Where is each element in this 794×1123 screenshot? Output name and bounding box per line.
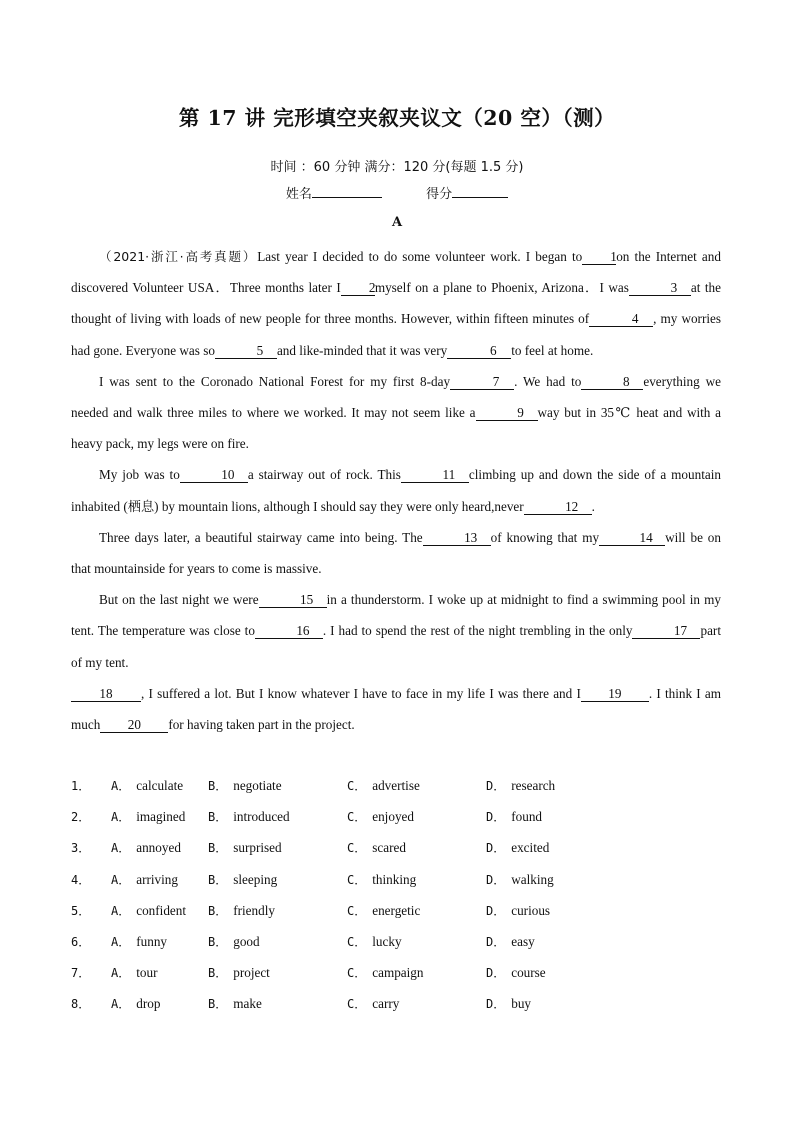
question-row: [71, 957, 731, 988]
option-b[interactable]: B． make: [208, 996, 262, 1012]
blank-5[interactable]: 5: [215, 343, 277, 359]
blank-15[interactable]: 15: [259, 592, 327, 608]
question-number: 4．: [71, 872, 91, 887]
blank-10[interactable]: 10: [180, 467, 248, 483]
option-a[interactable]: A． confident: [111, 902, 187, 918]
question-row: [71, 988, 731, 1019]
option-a[interactable]: A． funny: [111, 934, 168, 950]
option-d[interactable]: D． buy: [486, 996, 532, 1012]
question-number: 1．: [71, 779, 91, 794]
score-label: 得分: [426, 187, 453, 202]
option-c[interactable]: C． enjoyed: [347, 809, 414, 825]
score-field[interactable]: [452, 185, 508, 198]
option-a[interactable]: A． calculate: [111, 778, 184, 794]
option-b[interactable]: B． negotiate: [208, 778, 282, 794]
option-d[interactable]: D． curious: [486, 902, 551, 918]
question-number: 6．: [71, 935, 91, 950]
option-c[interactable]: C． advertise: [347, 778, 420, 794]
question-number: 7．: [71, 966, 91, 981]
blank-18[interactable]: 18: [71, 686, 141, 702]
blank-14[interactable]: 14: [599, 530, 665, 546]
option-d[interactable]: D． research: [486, 778, 556, 794]
question-row: [71, 895, 731, 926]
question-row: [71, 770, 731, 801]
blank-4[interactable]: 4: [589, 311, 653, 327]
answer-options: [71, 770, 731, 1020]
question-number: 8．: [71, 997, 91, 1012]
blank-16[interactable]: 16: [255, 623, 323, 639]
blank-17[interactable]: 17: [632, 623, 700, 639]
blank-3[interactable]: 3: [629, 280, 691, 296]
blank-1[interactable]: 1: [582, 249, 616, 265]
option-d[interactable]: D． course: [486, 965, 546, 981]
blank-19[interactable]: 19: [581, 686, 649, 702]
blank-6[interactable]: 6: [447, 343, 511, 359]
question-number: 3．: [71, 841, 91, 856]
option-a[interactable]: A． tour: [111, 965, 158, 981]
paragraph-2: I was sent to the Coronado National Forest for my first 8-day 7 . We had to 8 everything we needed and walk three miles to where we worked. It may not seem like a 9 way but in 35℃ heat and with a heavy pack, my legs were on fire.: [71, 373, 721, 452]
option-a[interactable]: A． annoyed: [111, 840, 181, 856]
section-label: A: [391, 215, 403, 230]
blank-12[interactable]: 12: [524, 499, 592, 515]
blank-7[interactable]: 7: [450, 374, 514, 390]
name-field[interactable]: [312, 185, 382, 198]
time-score-info: 时间 ：60 分钟 满分：120 分(每题 1.5 分): [270, 160, 524, 175]
question-row: [71, 864, 731, 895]
option-b[interactable]: B． good: [208, 934, 260, 950]
option-a[interactable]: A． drop: [111, 996, 161, 1012]
question-number: 5．: [71, 903, 91, 918]
question-row: [71, 926, 731, 957]
paragraph-3: My job was to 10 a stairway out of rock. This 11 climbing up and down the side of a mountain inhabited (栖息) by mountain lions, although I should say they were only heard,never 12 .: [71, 467, 721, 514]
option-c[interactable]: C． energetic: [347, 902, 421, 918]
source-tag: （2021·浙江·高考真题）: [99, 249, 258, 264]
blank-9[interactable]: 9: [476, 405, 538, 421]
name-label: 姓名: [285, 187, 312, 202]
option-c[interactable]: C． campaign: [347, 965, 424, 981]
question-number: 2．: [71, 810, 91, 825]
paragraph-6: 18 , I suffered a lot. But I know whatever I have to face in my life I was there and I 19 . I think I am much 20 for having taken part in the project.: [71, 685, 721, 733]
blank-11[interactable]: 11: [401, 467, 469, 483]
question-row: [71, 832, 731, 863]
option-d[interactable]: D． found: [486, 809, 543, 825]
option-d[interactable]: D． walking: [486, 871, 554, 887]
option-c[interactable]: C． lucky: [347, 934, 402, 950]
paragraph-1: （2021·浙江·高考真题）Last year I decided to do some volunteer work. I began to 1on the Internet and discovered Volunteer USA．Three months later I 2myself on a plane to Phoenix, Arizona．I was 3 at the thought of living with loads of new people for three months. However, within fifteen minutes of 4 , my worries had gone. Everyone was so 5 and like-minded that it was very 6 to feel at home.: [71, 249, 721, 358]
option-c[interactable]: C． thinking: [347, 871, 417, 887]
blank-2[interactable]: 2: [341, 280, 375, 296]
option-a[interactable]: A． arriving: [111, 871, 178, 887]
option-b[interactable]: B． project: [208, 965, 270, 981]
option-b[interactable]: B． surprised: [208, 840, 282, 856]
option-c[interactable]: C． scared: [347, 840, 406, 856]
blank-8[interactable]: 8: [581, 374, 643, 390]
option-b[interactable]: B． sleeping: [208, 871, 278, 887]
name-score-fields: [0, 183, 794, 202]
paragraph-5: But on the last night we were 15 in a thunderstorm. I woke up at midnight to find a swimming pool in my tent. The temperature was close to 16 . I had to spend the rest of the night trembling in the only 17 part of my tent.: [71, 592, 721, 670]
question-row: [71, 801, 731, 832]
paragraph-4: Three days later, a beautiful stairway came into being. The 13 of knowing that my 14 will be on that mountainside for years to come is massive.: [71, 529, 721, 577]
option-b[interactable]: B． friendly: [208, 902, 275, 918]
option-d[interactable]: D． easy: [486, 934, 535, 950]
page-title: 第 17 讲 完形填空夹叙夹议文（20 空）（测）: [178, 106, 616, 130]
cloze-passage: [71, 241, 721, 740]
option-b[interactable]: B． introduced: [208, 809, 290, 825]
blank-20[interactable]: 20: [100, 717, 168, 733]
blank-13[interactable]: 13: [423, 530, 491, 546]
option-c[interactable]: C． carry: [347, 996, 400, 1012]
option-d[interactable]: D． excited: [486, 840, 550, 856]
option-a[interactable]: A． imagined: [111, 809, 186, 825]
